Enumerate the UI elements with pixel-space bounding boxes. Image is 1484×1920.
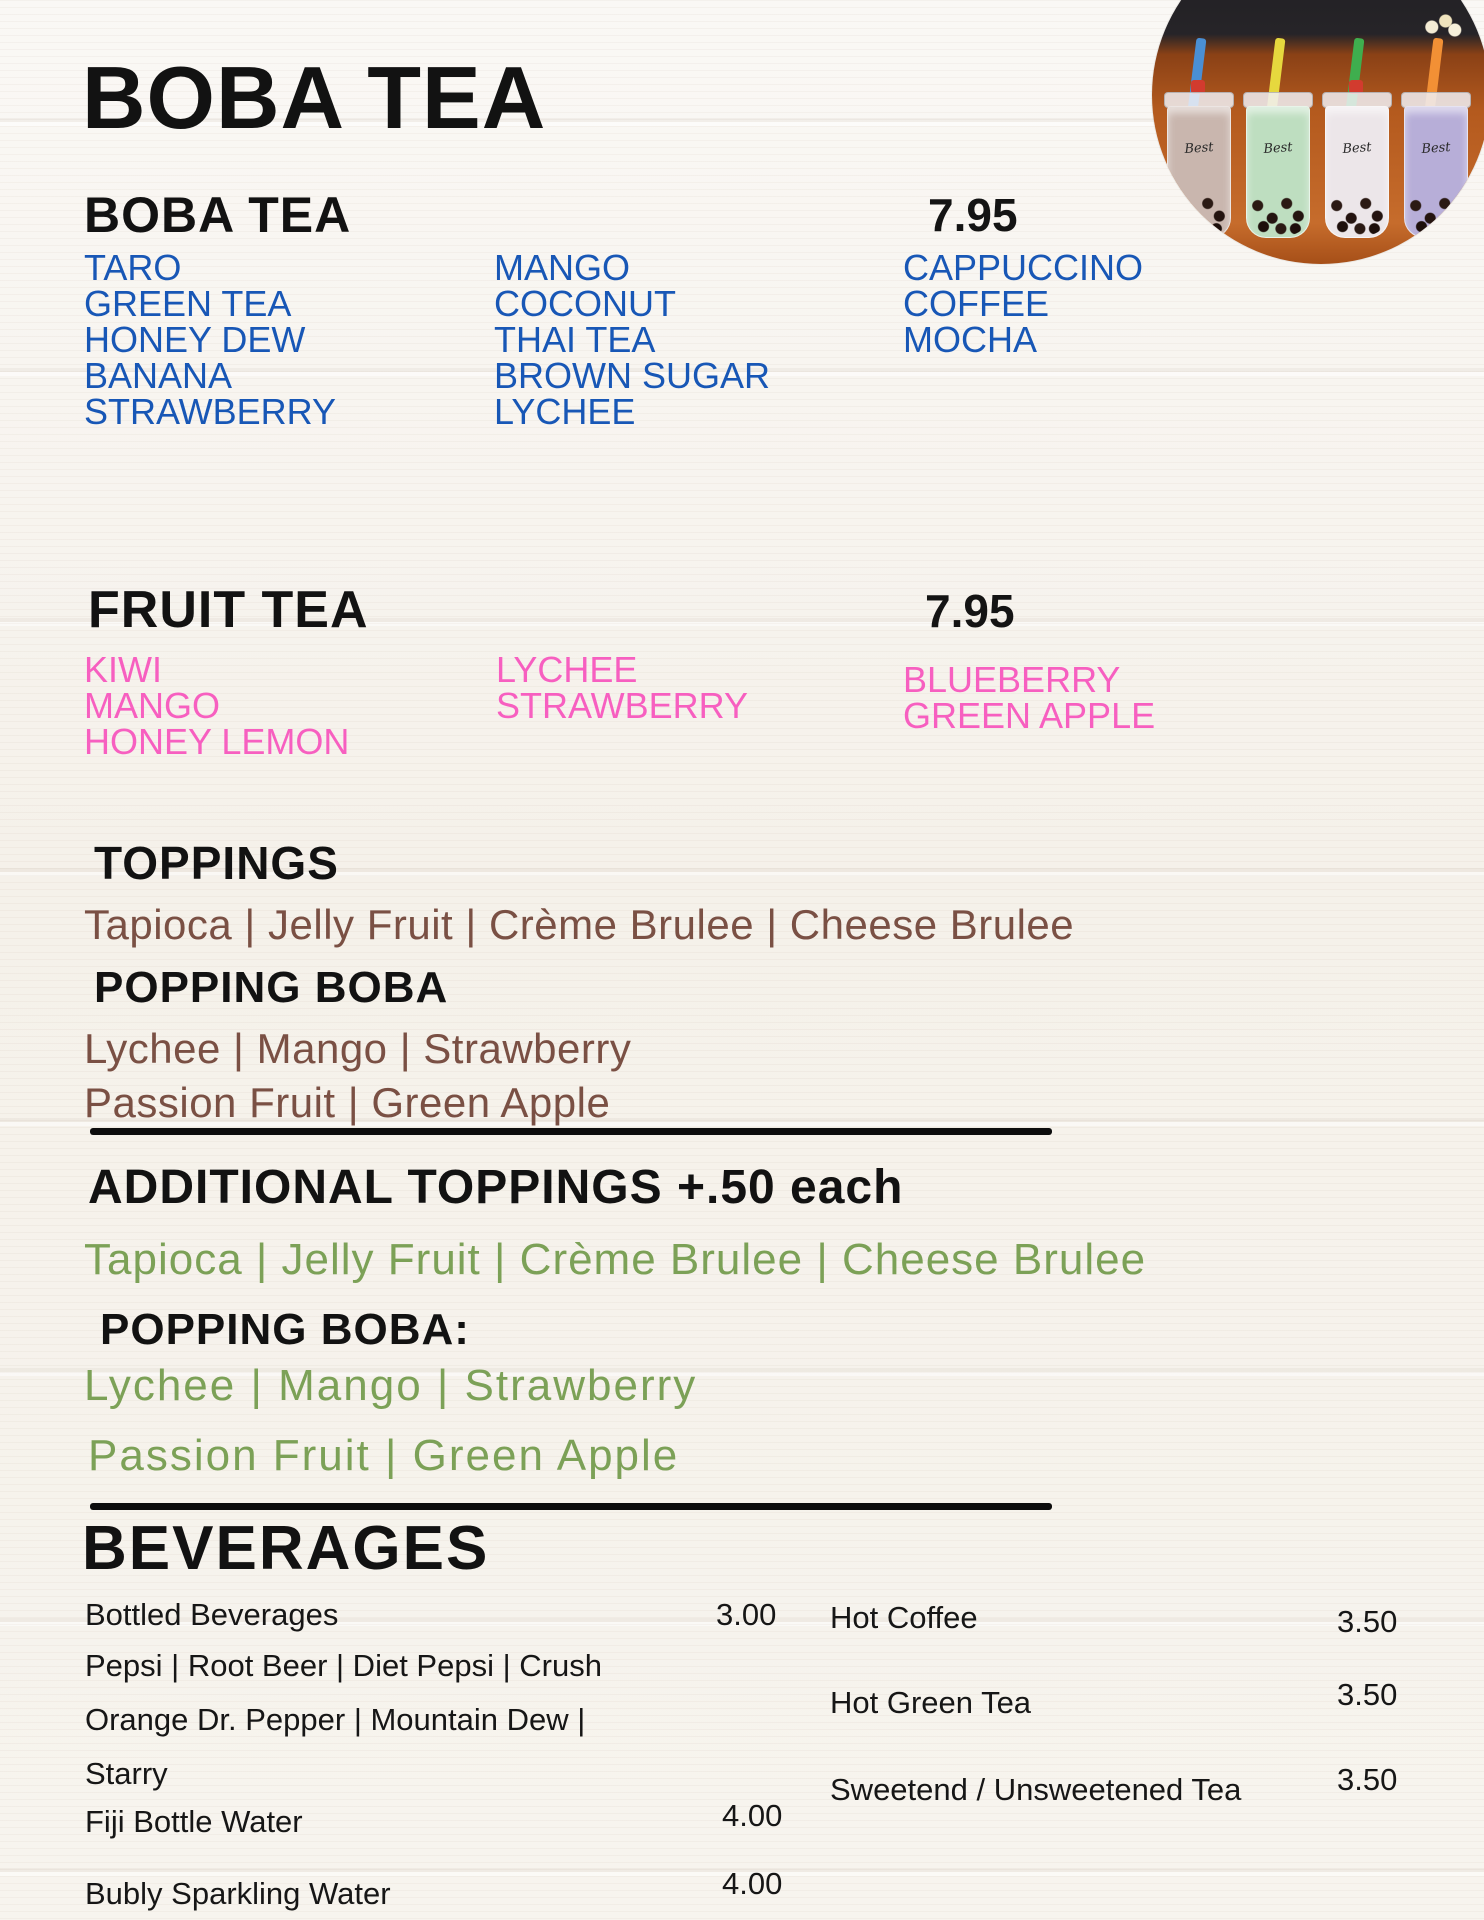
beverage-name: Bubly Sparkling Water bbox=[85, 1876, 391, 1911]
tapioca-pearls bbox=[1328, 193, 1386, 235]
tapioca-pearls bbox=[1407, 193, 1465, 235]
boba-cups bbox=[1164, 8, 1484, 238]
beverage-name: Hot Green Tea bbox=[830, 1685, 1032, 1720]
boba-cup bbox=[1243, 42, 1313, 238]
menu-item: STRAWBERRY bbox=[496, 685, 749, 726]
boba-tea-column-1 bbox=[84, 247, 337, 432]
section-heading-boba-tea: BOBA TEA bbox=[84, 187, 352, 243]
menu-item: TARO bbox=[84, 247, 182, 288]
beverage-name: Sweetend / Unsweetened Tea bbox=[830, 1772, 1242, 1807]
section-heading-toppings: TOPPINGS bbox=[94, 837, 339, 889]
beverage-price: 3.00 bbox=[716, 1597, 777, 1632]
menu-item: CAPPUCCINO bbox=[903, 247, 1144, 288]
cup-label: Best bbox=[1183, 140, 1215, 157]
menu-item: STRAWBERRY bbox=[84, 391, 337, 432]
cup-body bbox=[1167, 106, 1231, 238]
popping-boba-heading: POPPING BOBA bbox=[94, 963, 449, 1012]
boba-tea-column-3 bbox=[903, 247, 1144, 360]
boba-cup bbox=[1164, 42, 1234, 238]
boba-cup bbox=[1322, 42, 1392, 238]
boba-tea-column-2 bbox=[494, 247, 771, 432]
menu-item: COCONUT bbox=[494, 283, 676, 324]
menu-item: LYCHEE bbox=[496, 649, 638, 690]
menu-item: MOCHA bbox=[903, 319, 1037, 360]
cup-body bbox=[1246, 106, 1310, 238]
cup-body bbox=[1325, 106, 1389, 238]
popping-boba-list: Passion Fruit | Green Apple bbox=[84, 1079, 611, 1126]
beverage-price: 3.50 bbox=[1337, 1762, 1398, 1797]
beverage-name: Bottled Beverages bbox=[85, 1597, 339, 1632]
boba-tea-price: 7.95 bbox=[928, 189, 1018, 241]
menu-item: KIWI bbox=[84, 649, 162, 690]
cup-label: Best bbox=[1341, 140, 1373, 157]
menu-item: HONEY LEMON bbox=[84, 721, 350, 762]
menu-item: GREEN APPLE bbox=[903, 695, 1156, 736]
boba-drinks-photo bbox=[1152, 0, 1484, 264]
fruit-tea-column-2 bbox=[496, 649, 749, 726]
popping-boba-list: Lychee | Mango | Strawberry bbox=[84, 1361, 698, 1410]
fruit-tea-price: 7.95 bbox=[925, 585, 1015, 637]
divider-line bbox=[90, 1128, 1052, 1135]
menu-item: MANGO bbox=[84, 685, 221, 726]
section-heading-additional-toppings: ADDITIONAL TOPPINGS +.50 each bbox=[88, 1161, 904, 1214]
beverage-price: 3.50 bbox=[1337, 1677, 1398, 1712]
fruit-tea-column-3 bbox=[903, 659, 1156, 736]
menu-item: BANANA bbox=[84, 355, 233, 396]
cup-body bbox=[1404, 106, 1468, 238]
cup-label: Best bbox=[1262, 140, 1294, 157]
beverage-price: 4.00 bbox=[722, 1798, 783, 1833]
tapioca-pearls bbox=[1170, 193, 1228, 235]
popping-boba-list: Lychee | Mango | Strawberry bbox=[84, 1025, 632, 1072]
menu-item: MANGO bbox=[494, 247, 631, 288]
menu-item: LYCHEE bbox=[494, 391, 636, 432]
boba-cup bbox=[1401, 42, 1471, 238]
beverage-desc: Orange Dr. Pepper | Mountain Dew | bbox=[85, 1702, 586, 1737]
menu-item: COFFEE bbox=[903, 283, 1050, 324]
cup-label: Best bbox=[1420, 140, 1452, 157]
menu-item: THAI TEA bbox=[494, 319, 656, 360]
menu-item: HONEY DEW bbox=[84, 319, 306, 360]
divider-line bbox=[90, 1503, 1052, 1510]
page-title: BOBA TEA bbox=[82, 48, 547, 147]
additional-toppings-list: Tapioca | Jelly Fruit | Crème Brulee | Cheese Brulee bbox=[84, 1235, 1147, 1284]
beverage-name: Hot Coffee bbox=[830, 1600, 978, 1635]
popping-boba-heading: POPPING BOBA: bbox=[100, 1305, 470, 1354]
beverage-name: Fiji Bottle Water bbox=[85, 1804, 303, 1839]
tapioca-pearls bbox=[1249, 193, 1307, 235]
popping-boba-list: Passion Fruit | Green Apple bbox=[88, 1431, 680, 1480]
menu-item: BROWN SUGAR bbox=[494, 355, 771, 396]
menu-item: BLUEBERRY bbox=[903, 659, 1121, 700]
beverage-desc: Starry bbox=[85, 1756, 168, 1791]
section-heading-beverages: BEVERAGES bbox=[82, 1514, 490, 1583]
fruit-tea-column-1 bbox=[84, 649, 350, 762]
beverage-price: 3.50 bbox=[1337, 1604, 1398, 1639]
section-heading-fruit-tea: FRUIT TEA bbox=[88, 581, 369, 639]
menu-item: GREEN TEA bbox=[84, 283, 292, 324]
beverage-price: 4.00 bbox=[722, 1866, 783, 1901]
toppings-list: Tapioca | Jelly Fruit | Crème Brulee | Cheese Brulee bbox=[84, 901, 1075, 948]
beverage-desc: Pepsi | Root Beer | Diet Pepsi | Crush bbox=[85, 1648, 602, 1683]
